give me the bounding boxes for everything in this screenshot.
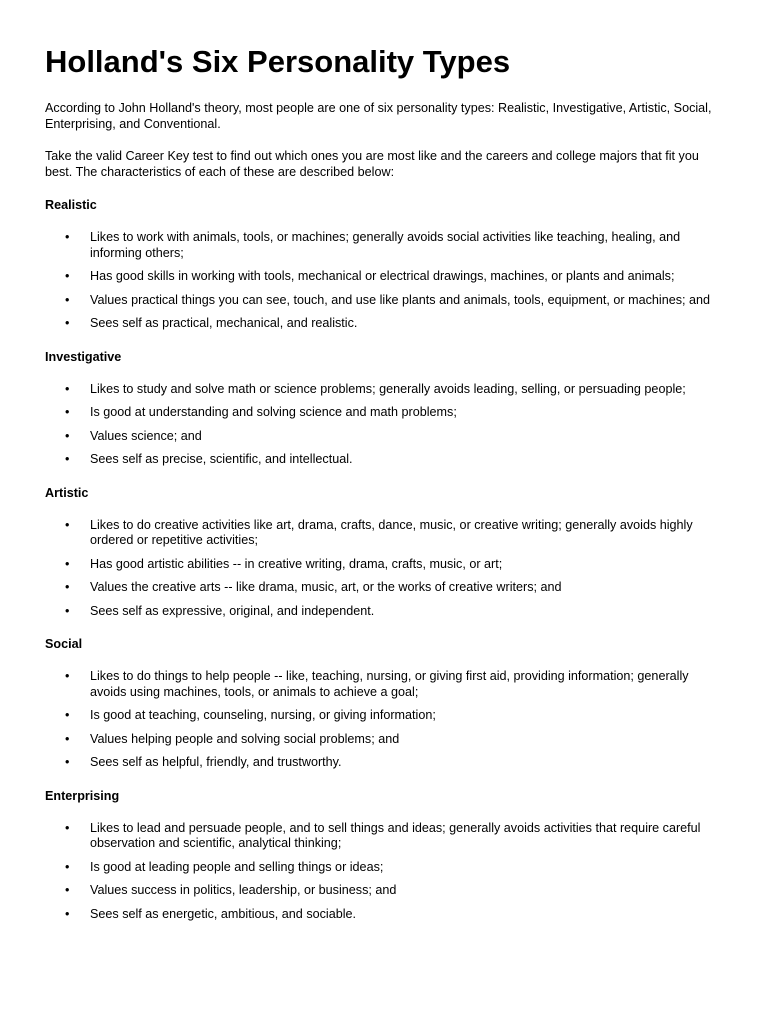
section-heading: Investigative <box>45 349 122 364</box>
section-realistic <box>45 197 724 332</box>
bullet-icon: • <box>65 883 70 897</box>
bullet-icon: • <box>65 316 70 330</box>
list-item-text: Is good at leading people and selling things or ideas; <box>90 859 384 874</box>
list-item <box>45 821 724 852</box>
list-item-text: Values practical things you can see, touch, and use like plants and animals, tools, equipment, or machines; and <box>90 292 711 307</box>
list-item-text: Values success in politics, leadership, or business; and <box>90 883 397 897</box>
bullet-icon: • <box>65 731 70 746</box>
list-item <box>45 669 724 700</box>
list-item <box>45 604 724 620</box>
list-item <box>45 316 724 332</box>
bullet-icon: • <box>65 859 70 874</box>
bullet-icon: • <box>65 603 70 618</box>
bullet-icon: • <box>65 452 70 466</box>
list-item-text: Sees self as energetic, ambitious, and sociable. <box>90 906 357 921</box>
list-item-text: Sees self as precise, scientific, and intellectual. <box>90 452 353 466</box>
intro-paragraph-1: According to John Holland's theory, most people are one of six personality types: Realistic, Investigative, Artistic, Social, Enterprising, and Conventional. <box>45 101 712 131</box>
bullet-icon: • <box>65 669 70 683</box>
list-item-text: Likes to lead and persuade people, and to sell things and ideas; generally avoids activities that require careful observation and scientific, analytical thinking; <box>90 820 701 850</box>
list-item-text: Is good at teaching, counseling, nursing, or giving information; <box>90 708 436 722</box>
list-item-text: Sees self as practical, mechanical, and realistic. <box>90 316 358 330</box>
bullet-icon: • <box>65 428 70 443</box>
bullet-icon: • <box>65 269 70 283</box>
section-heading: Social <box>45 637 83 651</box>
list-item-text: Values science; and <box>90 428 202 443</box>
list-item-text: Likes to do creative activities like art, drama, crafts, dance, music, or creative writing; generally avoids highly ordered or repetitive activities; <box>90 517 693 547</box>
bullet-icon: • <box>65 517 70 532</box>
list-item <box>45 269 724 285</box>
list-item-text: Has good skills in working with tools, mechanical or electrical drawings, machines, or plants and animals; <box>90 269 675 283</box>
bullet-icon: • <box>65 230 70 244</box>
list-item <box>45 429 724 445</box>
bullet-icon: • <box>65 820 70 835</box>
list-item <box>45 860 724 876</box>
list-item <box>45 907 724 923</box>
list-item-text: Is good at understanding and solving science and math problems; <box>90 405 457 419</box>
list-item <box>45 518 724 549</box>
bullet-icon: • <box>65 292 70 307</box>
bullet-icon: • <box>65 580 70 594</box>
list-item-text: Likes to do things to help people -- like, teaching, nursing, or giving first aid, providing information; generally avoids using machines, tools, or animals to achieve a goal; <box>90 669 689 699</box>
bullet-icon: • <box>65 405 70 419</box>
bullet-icon: • <box>65 906 70 921</box>
list-item-text: Values helping people and solving social problems; and <box>90 731 400 746</box>
list-item <box>45 293 724 309</box>
section-heading: Enterprising <box>45 788 120 803</box>
list-item <box>45 732 724 748</box>
bullet-icon: • <box>65 381 70 396</box>
list-item <box>45 452 724 468</box>
bullet-list <box>45 382 724 468</box>
list-item-text: Sees self as helpful, friendly, and trustworthy. <box>90 755 342 769</box>
section-heading: Realistic <box>45 198 97 212</box>
section-artistic <box>45 485 724 620</box>
section-investigative <box>45 349 724 468</box>
section-social <box>45 636 724 771</box>
list-item <box>45 708 724 724</box>
page-title: Holland's Six Personality Types <box>45 44 511 79</box>
bullet-list <box>45 230 724 332</box>
bullet-icon: • <box>65 708 70 722</box>
bullet-list <box>45 669 724 771</box>
bullet-icon: • <box>65 755 70 769</box>
list-item <box>45 557 724 573</box>
section-heading: Artistic <box>45 485 89 500</box>
list-item-text: Likes to study and solve math or science problems; generally avoids leading, selling, or persuading people; <box>90 381 686 396</box>
list-item <box>45 382 724 398</box>
intro-paragraph-2: Take the valid Career Key test to find out which ones you are most like and the careers and college majors that fit you best. The characteristics of each of these are described below: <box>45 149 699 179</box>
section-enterprising <box>45 788 724 923</box>
list-item <box>45 230 724 261</box>
list-item <box>45 405 724 421</box>
list-item-text: Has good artistic abilities -- in creative writing, drama, crafts, music, or art; <box>90 556 503 571</box>
list-item <box>45 580 724 596</box>
list-item-text: Values the creative arts -- like drama, music, art, or the works of creative writers; and <box>90 580 562 594</box>
list-item <box>45 883 724 899</box>
bullet-icon: • <box>65 556 70 571</box>
bullet-list <box>45 821 724 923</box>
list-item-text: Sees self as expressive, original, and independent. <box>90 603 375 618</box>
bullet-list <box>45 518 724 620</box>
list-item <box>45 755 724 771</box>
list-item-text: Likes to work with animals, tools, or machines; generally avoids social activities like teaching, healing, and informing others; <box>90 230 681 260</box>
